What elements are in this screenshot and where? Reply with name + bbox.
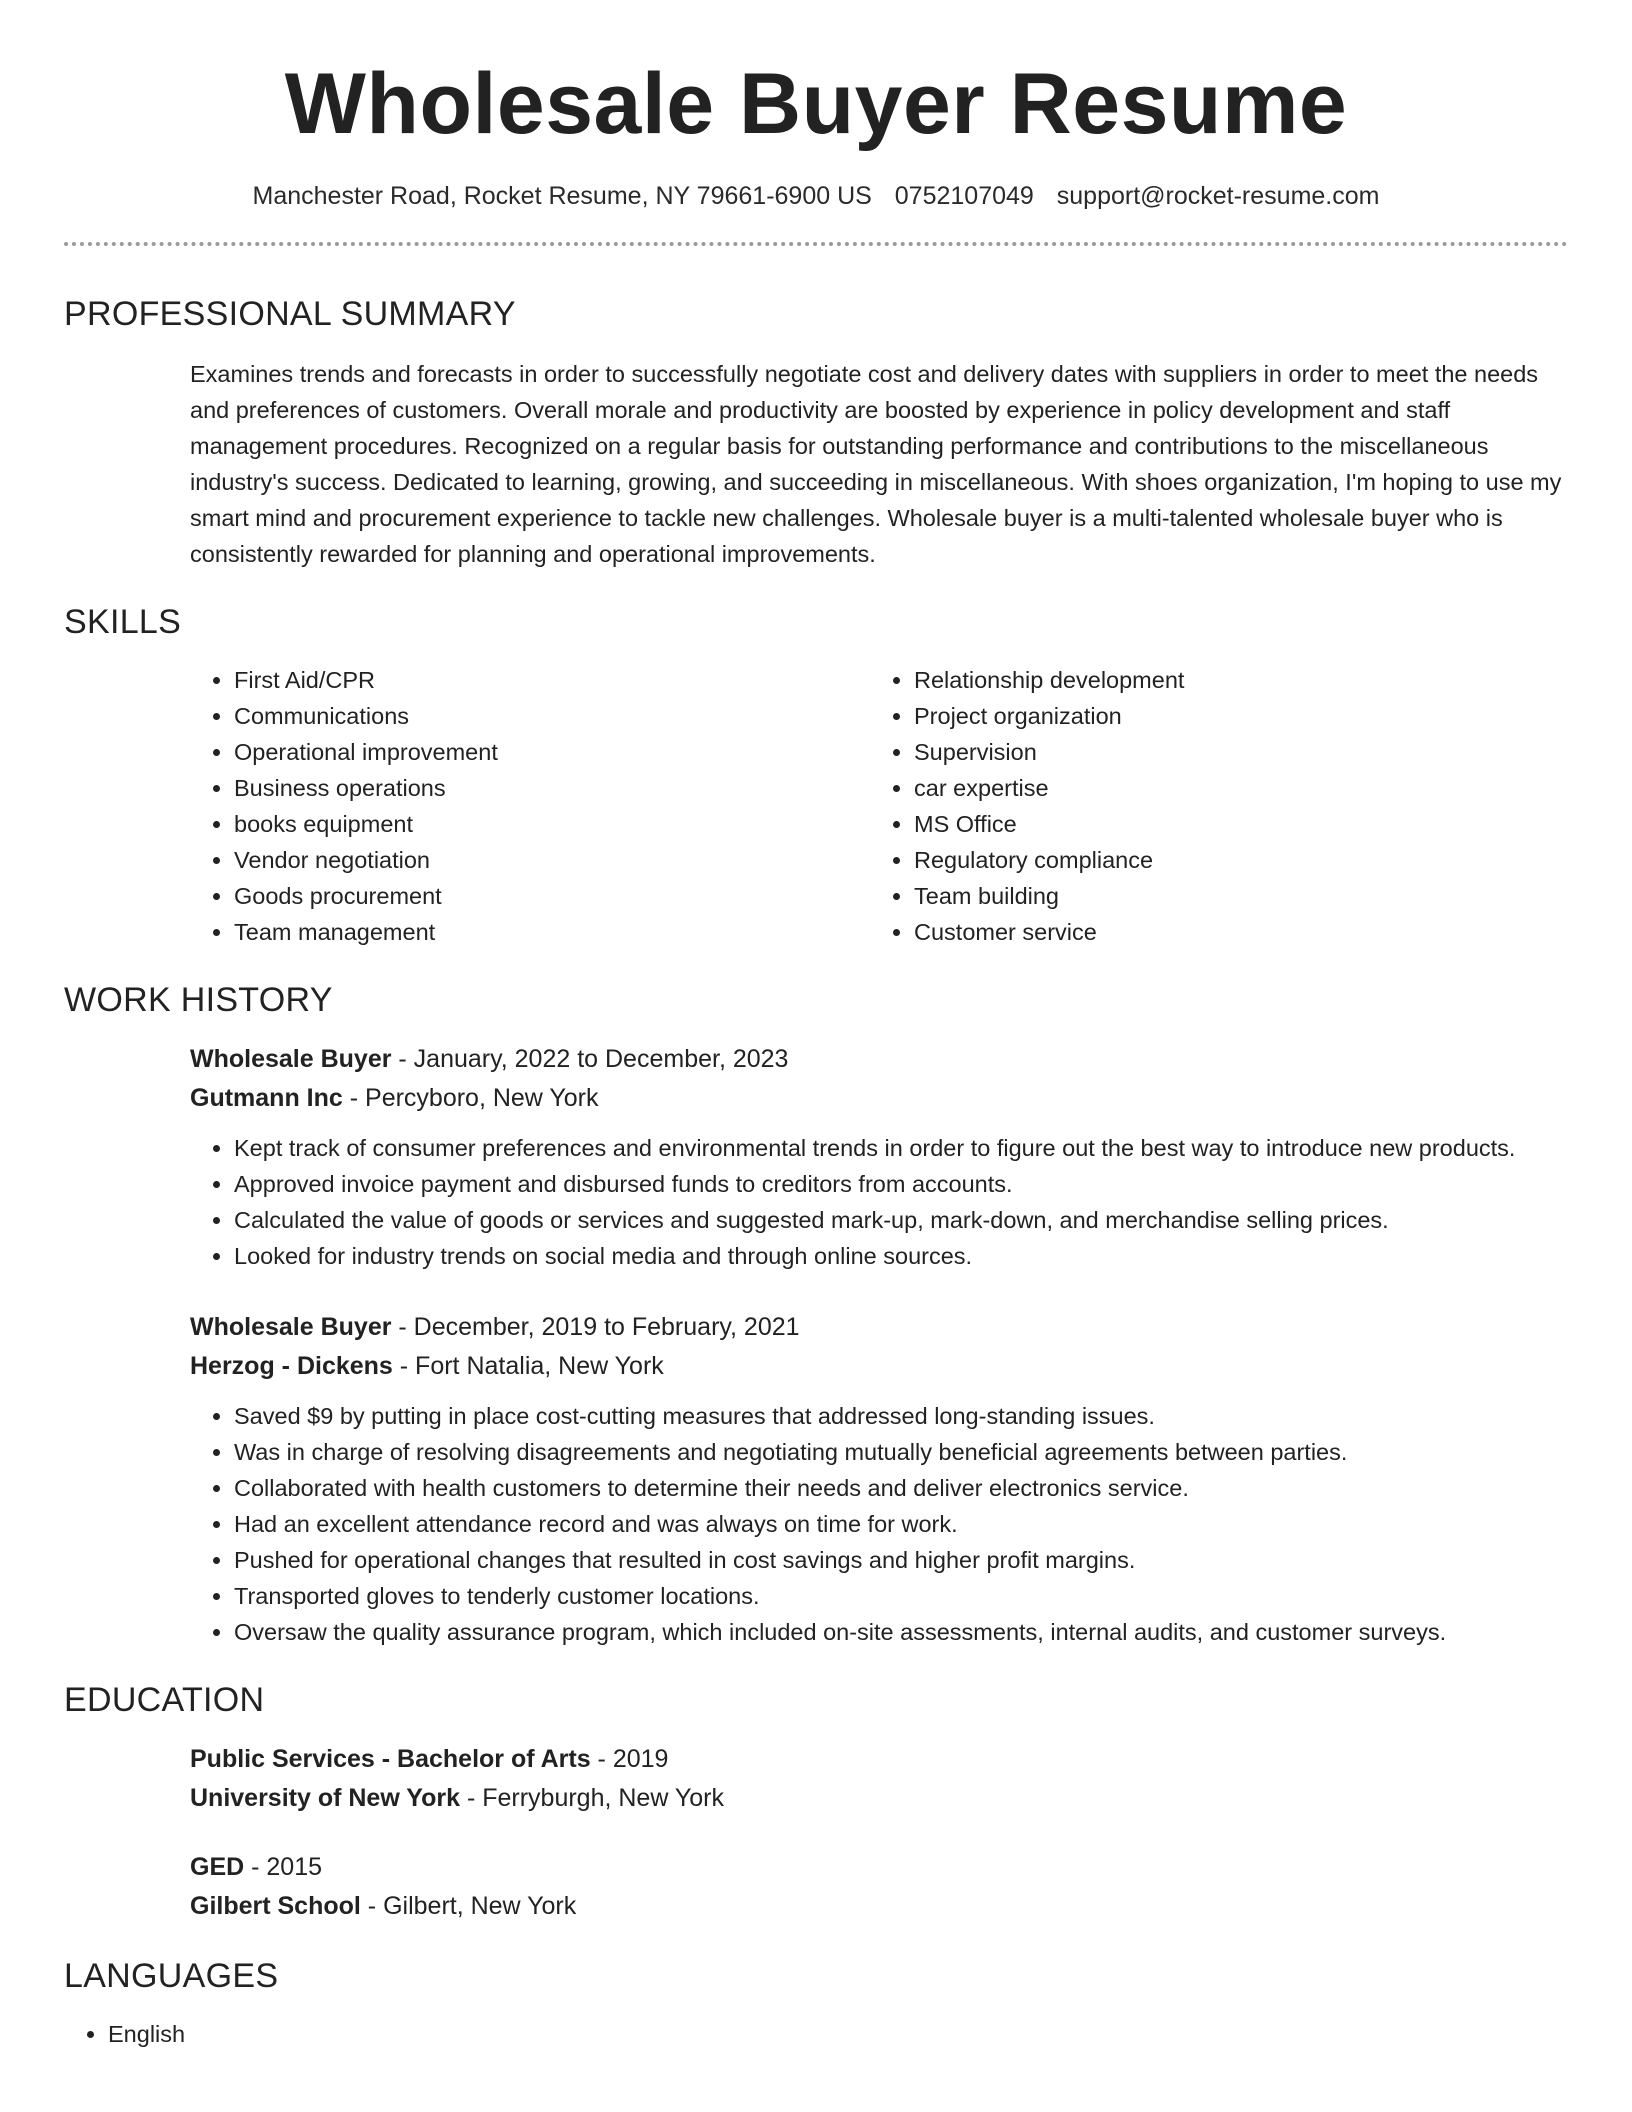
skill-item: • Business operations: [234, 770, 870, 806]
skills-heading: SKILLS: [64, 603, 182, 641]
resume-header: [64, 0, 1568, 246]
skills-section: [64, 602, 1568, 950]
job-location: - Percyboro, New York: [342, 1084, 599, 1112]
job-title: Wholesale Buyer: [190, 1045, 392, 1073]
skill-item: • Team building: [914, 878, 1550, 914]
skill-item: • Relationship development: [914, 662, 1550, 698]
job-bullet: • Oversaw the quality assurance program, which included on-site assessments, internal audits, and customer surveys.: [234, 1614, 1568, 1650]
job-bullet: • Transported gloves to tenderly customer locations.: [234, 1578, 1568, 1614]
resume-page: [64, 0, 1568, 2052]
job-bullet: • Looked for industry trends on social media and through online sources.: [234, 1238, 1568, 1274]
job-bullet: • Calculated the value of goods or services and suggested mark-up, mark-down, and merchandise selling prices.: [234, 1202, 1568, 1238]
education-school: Gilbert School: [190, 1892, 361, 1920]
education-location: - Ferryburgh, New York: [460, 1784, 724, 1812]
skill-item: • Goods procurement: [234, 878, 870, 914]
education-degree-line: [190, 1740, 1568, 1779]
skill-item: • Customer service: [914, 914, 1550, 950]
summary-section: [64, 294, 1568, 572]
education-section: [64, 1680, 1568, 1926]
languages-heading: LANGUAGES: [64, 1957, 279, 1995]
skills-list-right: [870, 662, 1550, 950]
contact-address: Manchester Road, Rocket Resume, NY 79661-6900 US: [252, 182, 872, 210]
job-title-line: [190, 1040, 1568, 1079]
skills-list-left: [190, 662, 870, 950]
job-entry: [190, 1040, 1568, 1274]
contact-line: [64, 180, 1568, 212]
job-dates: - January, 2022 to December, 2023: [391, 1045, 789, 1073]
skill-item: • First Aid/CPR: [234, 662, 870, 698]
education-location: - Gilbert, New York: [360, 1892, 577, 1920]
job-bullet: • Saved $9 by putting in place cost-cutting measures that addressed long-standing issues.: [234, 1398, 1568, 1434]
education-degree: Public Services - Bachelor of Arts: [190, 1745, 591, 1773]
skill-item: • Vendor negotiation: [234, 842, 870, 878]
skill-item: • books equipment: [234, 806, 870, 842]
job-bullet: • Was in charge of resolving disagreements and negotiating mutually beneficial agreements between parties.: [234, 1434, 1568, 1470]
job-bullet: • Pushed for operational changes that resulted in cost savings and higher profit margins.: [234, 1542, 1568, 1578]
contact-email: support@rocket-resume.com: [1056, 182, 1380, 210]
header-divider: [64, 242, 1568, 246]
skills-columns: [190, 662, 1568, 950]
education-degree: GED: [190, 1853, 245, 1881]
work-history-heading: WORK HISTORY: [64, 981, 333, 1019]
education-school-line: [190, 1887, 1568, 1926]
summary-heading: PROFESSIONAL SUMMARY: [64, 295, 516, 333]
job-location: - Fort Natalia, New York: [392, 1352, 664, 1380]
job-bullet: • Collaborated with health customers to determine their needs and deliver electronics service.: [234, 1470, 1568, 1506]
job-bullet: • Had an excellent attendance record and was always on time for work.: [234, 1506, 1568, 1542]
job-company: Herzog - Dickens: [190, 1352, 393, 1380]
job-bullets: [190, 1130, 1568, 1274]
contact-phone: 0752107049: [894, 182, 1034, 210]
skill-item: • Operational improvement: [234, 734, 870, 770]
education-school: University of New York: [190, 1784, 460, 1812]
education-heading: EDUCATION: [64, 1681, 265, 1719]
job-dates: - December, 2019 to February, 2021: [391, 1313, 800, 1341]
languages-section: [64, 1956, 1568, 2052]
skill-item: • Project organization: [914, 698, 1550, 734]
education-year: - 2015: [244, 1853, 323, 1881]
job-company-line: [190, 1347, 1568, 1386]
skill-item: • Team management: [234, 914, 870, 950]
resume-title: Wholesale Buyer Resume: [284, 56, 1348, 152]
job-title-line: [190, 1308, 1568, 1347]
job-company-line: [190, 1079, 1568, 1118]
skill-item: • Regulatory compliance: [914, 842, 1550, 878]
skill-item: • Communications: [234, 698, 870, 734]
education-degree-line: [190, 1848, 1568, 1887]
job-bullet: • Kept track of consumer preferences and environmental trends in order to figure out the best way to introduce new products.: [234, 1130, 1568, 1166]
summary-text: Examines trends and forecasts in order to successfully negotiate cost and delivery dates with suppliers in order to meet the needs and preferences of customers. Overall morale and productivity are boosted by experience in policy development and staff management procedures. Recognized on a regular basis for outstanding performance and contributions to the miscellaneous industry's success. Dedicated to learning, growing, and succeeding in miscellaneous. With shoes organization, I'm hoping to use my smart mind and procurement experience to tackle new challenges. Wholesale buyer is a multi-talented wholesale buyer who is consistently rewarded for planning and operational improvements.: [190, 361, 1562, 567]
education-entry: [190, 1848, 1568, 1926]
work-history-section: [64, 980, 1568, 1650]
education-school-line: [190, 1779, 1568, 1818]
language-item: • English: [108, 2016, 1568, 2052]
languages-list: [64, 2016, 1568, 2052]
education-entry: [190, 1740, 1568, 1818]
skill-item: • Supervision: [914, 734, 1550, 770]
job-title: Wholesale Buyer: [190, 1313, 392, 1341]
skill-item: • car expertise: [914, 770, 1550, 806]
job-entry: [190, 1308, 1568, 1650]
job-company: Gutmann Inc: [190, 1084, 343, 1112]
skill-item: • MS Office: [914, 806, 1550, 842]
job-bullets: [190, 1398, 1568, 1650]
job-bullet: • Approved invoice payment and disbursed funds to creditors from accounts.: [234, 1166, 1568, 1202]
education-year: - 2019: [590, 1745, 669, 1773]
